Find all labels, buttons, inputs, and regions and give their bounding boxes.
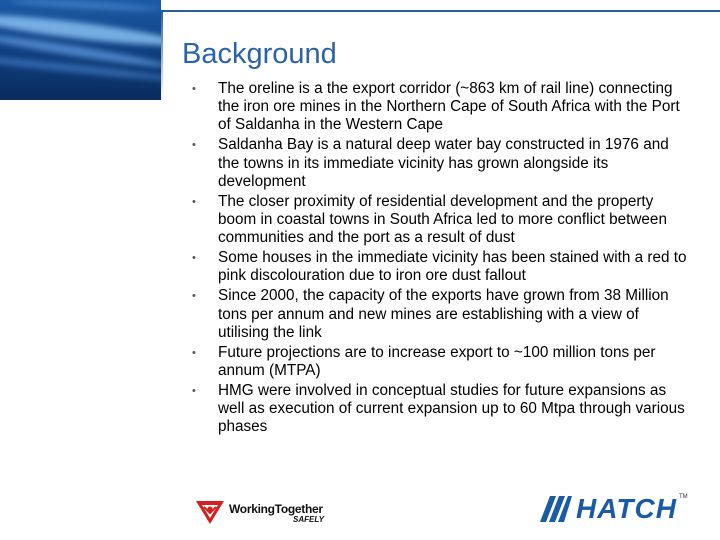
- wt-logo-line2: SAFELY: [293, 515, 324, 524]
- hatch-logo: [538, 494, 688, 526]
- bullet-dot: •: [192, 139, 196, 152]
- bullet-item: [190, 287, 690, 342]
- bullet-text: Future projections are to increase export to ~100 million tons per annum (MTPA): [218, 343, 656, 380]
- bullet-text: Since 2000, the capacity of the exports have grown from 38 Million tons per annum and new mines are establishing with a view of utilising the link: [218, 287, 669, 341]
- bullet-item: [190, 193, 690, 248]
- bullet-dot: •: [192, 346, 196, 359]
- slide-title: Background: [182, 38, 337, 70]
- bullet-dot: •: [192, 385, 196, 398]
- bullet-item: [190, 249, 690, 285]
- bullet-item: [190, 80, 690, 135]
- bullet-item: [190, 136, 690, 191]
- hatch-trademark: TM: [679, 494, 688, 500]
- light-streak: [10, 0, 160, 12]
- bullet-item: [190, 382, 690, 437]
- bullet-text: The oreline is a the export corridor (~863 km of rail line) connecting the iron ore mines in the Northern Cape of South Africa with the Port of Saldanha in the Western Cape: [218, 80, 680, 134]
- bullet-dot: •: [192, 83, 196, 95]
- wt-logo-line1: WorkingTogether: [229, 502, 323, 516]
- header-rule: [161, 10, 720, 12]
- bullet-text: Saldanha Bay is a natural deep water bay constructed in 1976 and the towns in its immediate vicinity has grown alongside its development: [218, 136, 669, 190]
- bullet-text: Some houses in the immediate vicinity has been stained with a red to pink discolouration due to iron ore dust fallout: [218, 249, 687, 285]
- bullet-dot: •: [192, 290, 196, 303]
- bullet-dot: •: [192, 195, 196, 208]
- hatch-logo-text: HATCH: [576, 493, 677, 524]
- bullet-list: [190, 80, 690, 438]
- hatch-stripes-icon: [538, 494, 574, 524]
- header-vertical-rule: [161, 10, 163, 100]
- corner-graphic: [0, 0, 161, 100]
- bullet-text: The closer proximity of residential development and the property boom in coastal towns in South Africa led to more conflict between communities and the port as a result of dust: [218, 192, 667, 247]
- bullet-item: [190, 344, 690, 380]
- triangle-people-icon: [195, 499, 225, 525]
- working-together-safely-logo: [195, 497, 335, 527]
- bullet-dot: •: [192, 252, 196, 265]
- bullet-text: HMG were involved in conceptual studies for future expansions as well as execution of current expansion up to 60 Mtpa through various phases: [218, 382, 685, 436]
